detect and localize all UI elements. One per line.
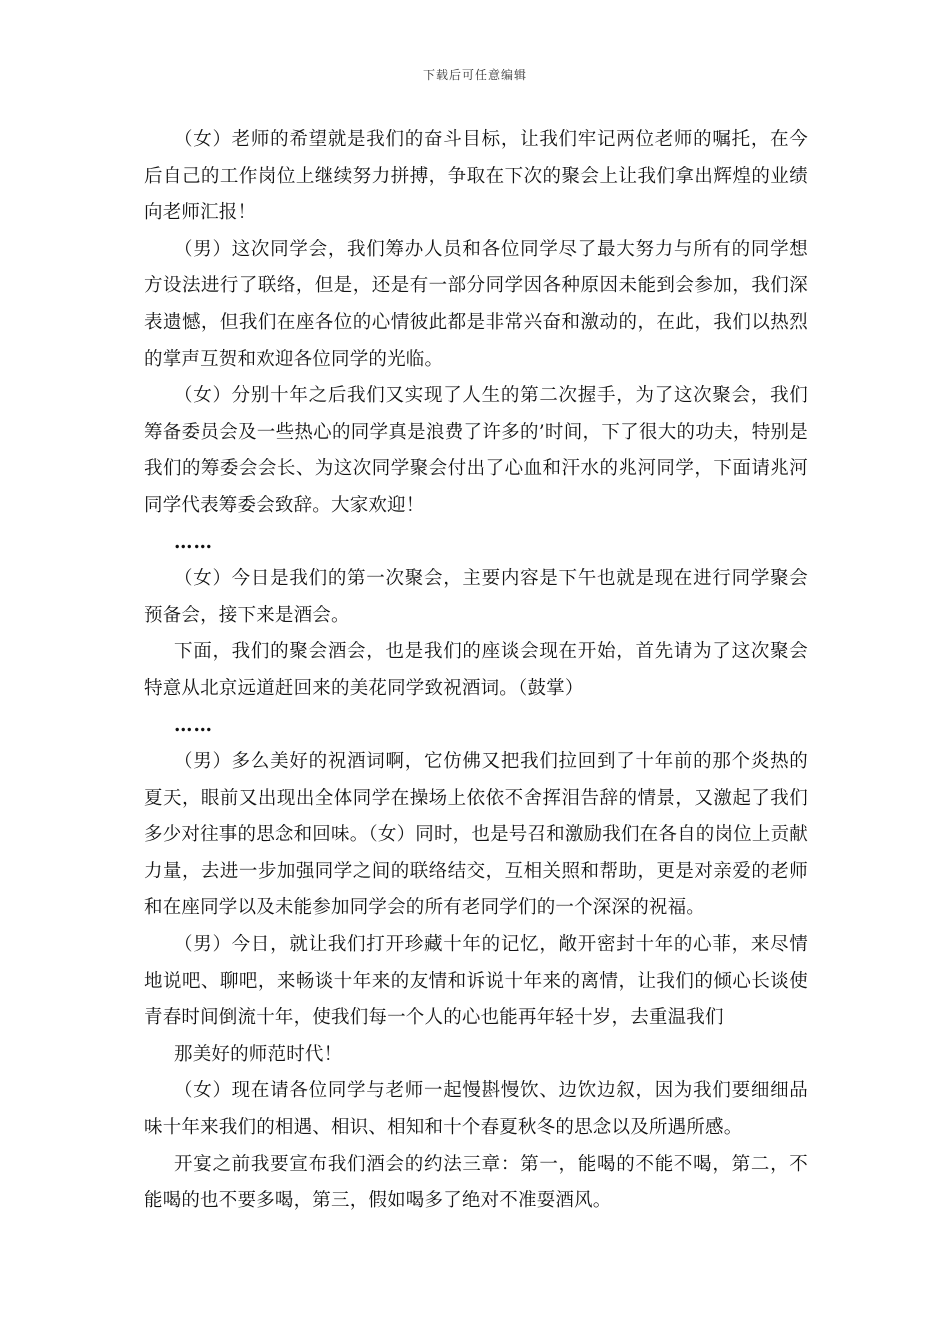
ellipsis-2: …… bbox=[174, 714, 213, 736]
paragraph-toast-intro: 下面，我们的聚会酒会，也是我们的座谈会现在开始，首先请为了这次聚会特意从北京远道赶回来的美花同学致祝酒词。（鼓掌） bbox=[144, 641, 808, 699]
paragraph-first-gathering: （女）今日是我们的第一次聚会，主要内容是下午也就是现在进行同学聚会预备会，接下来是酒会。 bbox=[144, 568, 808, 626]
paragraph-drink-together: （女）现在请各位同学与老师一起慢斟慢饮、边饮边叙，因为我们要细细品味十年来我们的相遇、相识、相知和十个春夏秋冬的思念以及所遇所感。 bbox=[144, 1080, 808, 1139]
page-header: 下载后可任意编辑 bbox=[422, 68, 527, 82]
paragraph-toast-response: （男）多么美好的祝酒词啊，它仿佛又把我们拉回到了十年前的那个炎热的夏天，眼前又出现出全体同学在操场上依依不舍挥泪告辞的情景，又激起了我们多少对往事的思念和回味。（女）同时，也是号召和激励我们在各自的岗位上贡献力量，去进一步加强同学之间的联络结交，互相关照和帮助，更是对亲爱的老师和在座同学以及未能参加同学会的所有老同学们的一个深深的祝福。 bbox=[144, 751, 808, 919]
paragraph-committee-thanks: （女）分别十年之后我们又实现了人生的第二次握手，为了这次聚会，我们筹备委员会及一些热心的同学真是浪费了许多的’时间，下了很大的功夫，特别是我们的筹委会会长、为这次同学聚会付出了心血和汗水的兆河同学，下面请兆河同学代表筹委会致辞。大家欢迎！ bbox=[144, 385, 808, 516]
paragraph-normal-era: 那美好的师范时代！ bbox=[174, 1043, 343, 1065]
paragraph-drinking-rules: 开宴之前我要宣布我们酒会的约法三章：第一，能喝的不能不喝，第二，不能喝的也不要多喝，第三，假如喝多了绝对不准耍酒风。 bbox=[144, 1153, 808, 1212]
paragraph-contact-efforts: （男）这次同学会，我们筹办人员和各位同学尽了最大努力与所有的同学想方设法进行了联络，但是，还是有一部分同学因各种原因未能到会参加，我们深表遗憾，但我们在座各位的心情彼此都是非常兴奋和激动的，在此，我们以热烈的掌声互贺和欢迎各位同学的光临。 bbox=[144, 238, 808, 370]
paragraph-teacher-hope: （女）老师的希望就是我们的奋斗目标，让我们牢记两位老师的嘱托，在今后自己的工作岗位上继续努力拼搏，争取在下次的聚会上让我们拿出辉煌的业绩向老师汇报！ bbox=[144, 129, 808, 224]
document-body bbox=[144, 122, 808, 1220]
paragraph-memories: （男）今日，就让我们打开珍藏十年的记忆，敞开密封十年的心菲，来尽情地说吧、聊吧，来畅谈十年来的友情和诉说十年来的离情，让我们的倾心长谈使青春时间倒流十年，使我们每一个人的心也能再年轻十岁，去重温我们 bbox=[144, 934, 808, 1029]
ellipsis-1: …… bbox=[174, 531, 213, 553]
